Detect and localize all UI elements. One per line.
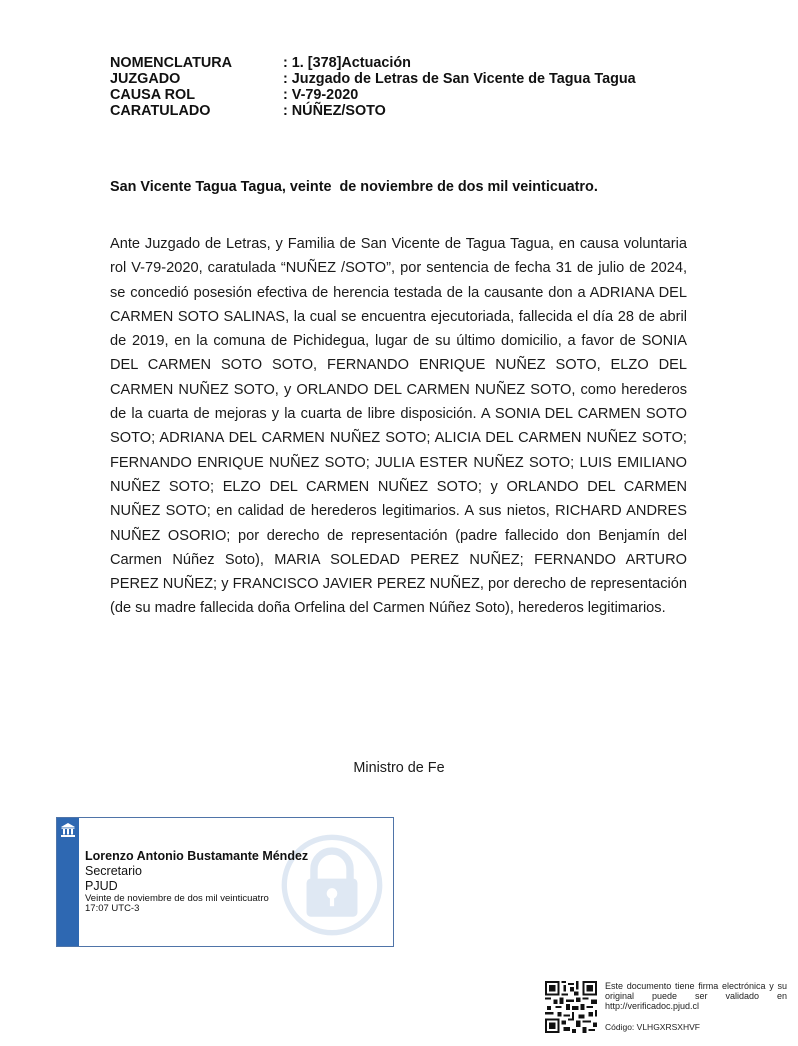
qr-code-icon xyxy=(545,981,597,1033)
resolution-body: Ante Juzgado de Letras, y Familia de San Vicente de Tagua Tagua, en causa voluntaria rol V-79-2020, caratulada “NUÑEZ /SOTO”, por sentencia de fecha 31 de julio de 2024, se concedió posesión efectiva de herencia testada de la causante don a ADRIANA DEL CARMEN SOTO SALINAS, la cual se encuentra ejecutoriada, fallecida el día 28 de abril de 2019, en la comuna de Pichidegua, lugar de su último domicilio, a favor de SONIA DEL CARMEN SOTO SOTO, FERNANDO ENRIQUE NUÑEZ SOTO, ELZO DEL CARMEN NUÑEZ SOTO, y ORLANDO DEL CARMEN NUÑEZ SOTO, como herederos de la cuarta de mejoras y la cuarta de libre disposición. A SONIA DEL CARMEN SOTO SOTO; ADRIANA DEL CARMEN NUÑEZ SOTO; ALICIA DEL CARMEN NUÑEZ SOTO; FERNANDO ENRIQUE NUÑEZ SOTO; JULIA ESTER NUÑEZ SOTO; LUIS EMILIANO NUÑEZ SOTO; ELZO DEL CARMEN NUÑEZ SOTO; y ORLANDO DEL CARMEN NUÑEZ SOTO; en calidad de herederos legitimarios. A sus nietos, RICHARD ANDRES NUÑEZ OSORIO; por derecho de representación (padre fallecido don Benjamín del Carmen Núñez Soto), MARIA SOLEDAD PEREZ NUÑEZ; FERNANDO ARTURO PEREZ NUÑEZ; y FRANCISCO JAVIER PEREZ NUÑEZ, por derecho de representación (de su madre fallecida doña Orfelina del Carmen Núñez Soto), herederos legitimarios. xyxy=(110,236,687,617)
header-row-juzgado xyxy=(110,71,636,87)
dateline: San Vicente Tagua Tagua, veinte de noviembre de dos mil veinticuatro. xyxy=(110,179,598,195)
header-value: : Juzgado de Letras de San Vicente de Tagua Tagua xyxy=(283,71,636,87)
header-value: : 1. [378]Actuación xyxy=(283,55,411,71)
header-label: JUZGADO xyxy=(110,71,181,87)
signer-name: Lorenzo Antonio Bustamante Méndez xyxy=(85,849,309,863)
courthouse-icon xyxy=(60,822,76,838)
signer-org: PJUD xyxy=(85,879,118,893)
signature-details xyxy=(85,849,308,914)
header-value: : V-79-2020 xyxy=(283,87,359,103)
header-value: : NÚÑEZ/SOTO xyxy=(283,103,386,119)
verification-text: Este documento tiene firma electrónica y su original puede ser validado en http://verificadoc.pjud.cl xyxy=(605,981,787,1011)
header-row-causa-rol xyxy=(110,87,636,103)
header-label: CAUSA ROL xyxy=(110,87,196,103)
header-label: CARATULADO xyxy=(110,103,211,119)
verification-block xyxy=(545,981,790,1036)
signer-role: Secretario xyxy=(85,864,142,878)
signature-time: 17:07 UTC-3 xyxy=(85,903,140,914)
header-row-nomenclatura xyxy=(110,55,636,71)
signature-title: Ministro de Fe xyxy=(353,760,445,776)
header-row-caratulado xyxy=(110,103,636,119)
case-header xyxy=(110,55,636,119)
signature-date: Veinte de noviembre de dos mil veinticuatro xyxy=(85,893,269,904)
header-label: NOMENCLATURA xyxy=(110,55,233,71)
verification-code: Código: VLHGXRSXHVF xyxy=(605,1022,700,1032)
signature-stripe xyxy=(57,818,79,946)
electronic-signature-box xyxy=(56,817,394,947)
